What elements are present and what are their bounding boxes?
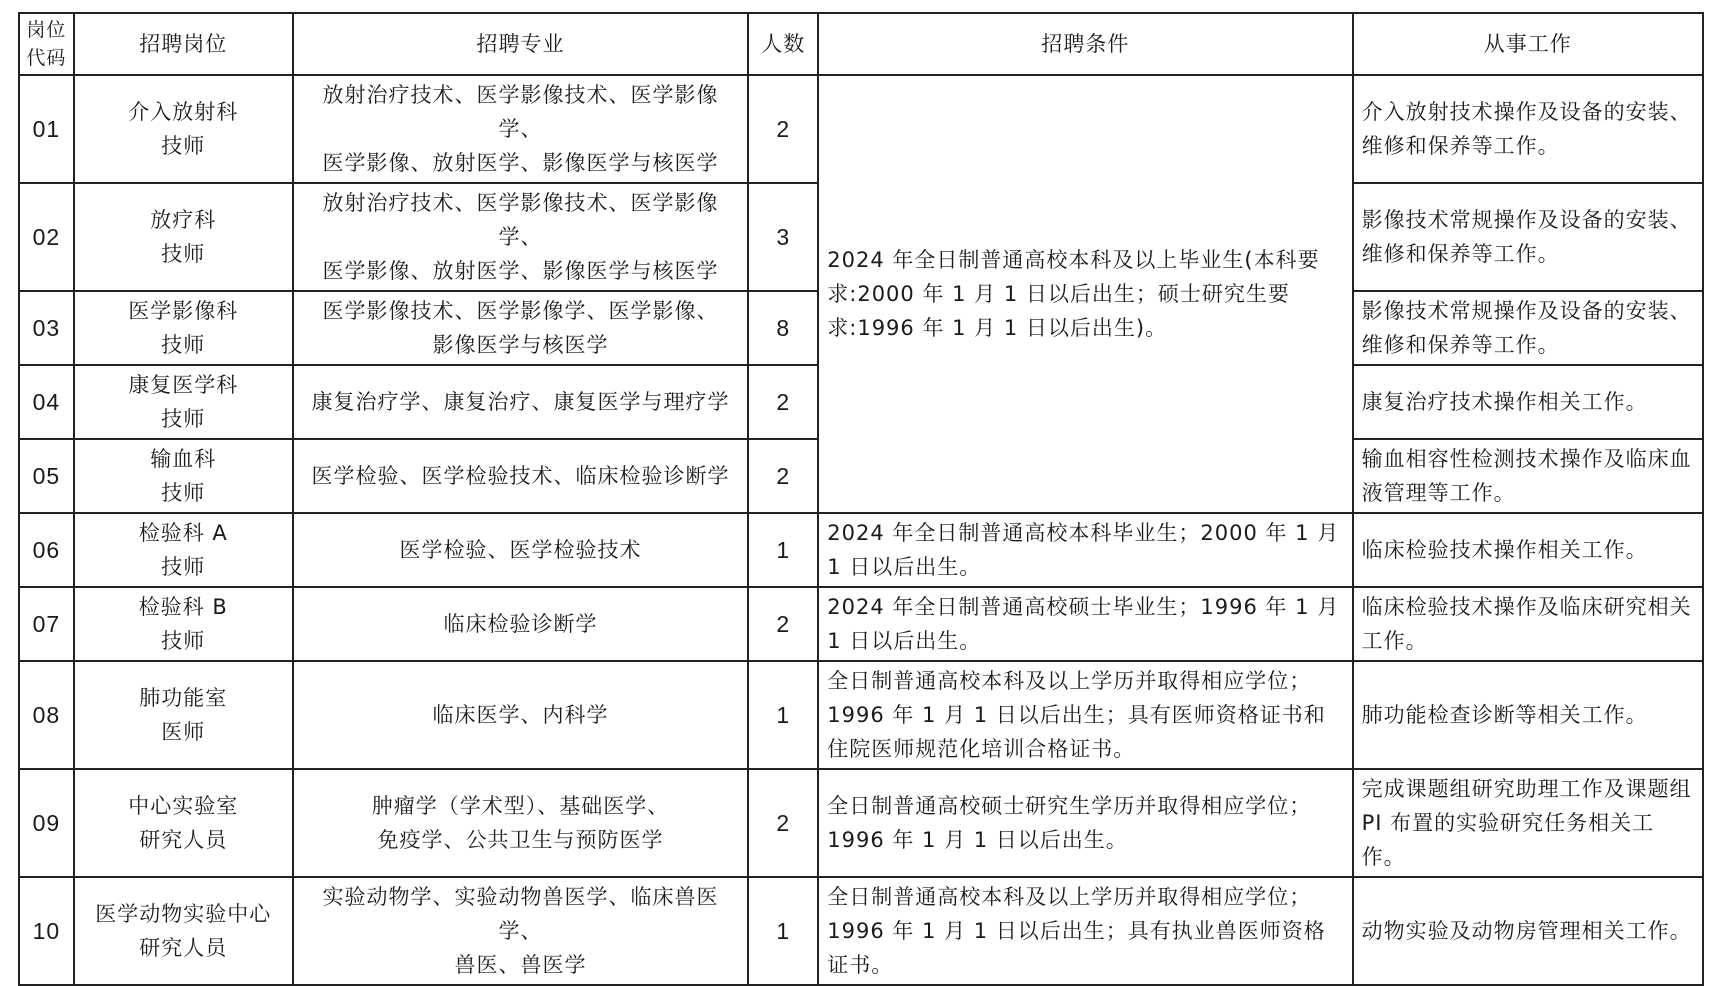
post-major: 临床检验诊断学	[293, 587, 748, 661]
post-condition: 全日制普通高校本科及以上学历并取得相应学位；1996 年 1 月 1 日以后出生；具有执业兽医师资格证书。	[818, 877, 1352, 985]
post-count: 1	[748, 661, 818, 769]
post-name: 医学影像科 技师	[74, 291, 293, 365]
table-row	[19, 769, 1703, 877]
post-condition: 全日制普通高校本科及以上学历并取得相应学位；1996 年 1 月 1 日以后出生；具有医师资格证书和住院医师规范化培训合格证书。	[818, 661, 1352, 769]
post-count: 2	[748, 75, 818, 183]
post-count: 8	[748, 291, 818, 365]
post-name: 放疗科 技师	[74, 183, 293, 291]
post-major: 放射治疗技术、医学影像技术、医学影像学、 医学影像、放射医学、影像医学与核医学	[293, 183, 748, 291]
post-count: 2	[748, 365, 818, 439]
post-code: 09	[19, 769, 74, 877]
post-count: 2	[748, 769, 818, 877]
post-work: 完成课题组研究助理工作及课题组 PI 布置的实验研究任务相关工作。	[1353, 769, 1703, 877]
post-condition: 2024 年全日制普通高校本科毕业生；2000 年 1 月 1 日以后出生。	[818, 513, 1352, 587]
post-major: 实验动物学、实验动物兽医学、临床兽医学、 兽医、兽医学	[293, 877, 748, 985]
table-row	[19, 587, 1703, 661]
post-code: 07	[19, 587, 74, 661]
post-name: 肺功能室 医师	[74, 661, 293, 769]
table-row	[19, 75, 1703, 183]
post-code: 02	[19, 183, 74, 291]
table-row	[19, 513, 1703, 587]
shared-condition: 2024 年全日制普通高校本科及以上毕业生(本科要求:2000 年 1 月 1 日以后出生；硕士研究生要求:1996 年 1 月 1 日以后出生)。	[818, 75, 1352, 513]
header-conditions: 招聘条件	[818, 13, 1352, 75]
header-row	[19, 13, 1703, 75]
post-major: 肿瘤学（学术型）、基础医学、 免疫学、公共卫生与预防医学	[293, 769, 748, 877]
header-work: 从事工作	[1353, 13, 1703, 75]
post-work: 动物实验及动物房管理相关工作。	[1353, 877, 1703, 985]
post-work: 介入放射技术操作及设备的安装、维修和保养等工作。	[1353, 75, 1703, 183]
header-count: 人数	[748, 13, 818, 75]
post-condition: 全日制普通高校硕士研究生学历并取得相应学位；1996 年 1 月 1 日以后出生。	[818, 769, 1352, 877]
post-condition: 2024 年全日制普通高校硕士毕业生；1996 年 1 月 1 日以后出生。	[818, 587, 1352, 661]
table-row	[19, 661, 1703, 769]
post-name: 输血科 技师	[74, 439, 293, 513]
post-work: 康复治疗技术操作相关工作。	[1353, 365, 1703, 439]
post-major: 医学影像技术、医学影像学、医学影像、 影像医学与核医学	[293, 291, 748, 365]
table-row	[19, 877, 1703, 985]
post-major: 临床医学、内科学	[293, 661, 748, 769]
post-count: 2	[748, 587, 818, 661]
recruitment-table	[18, 12, 1704, 986]
post-name: 中心实验室 研究人员	[74, 769, 293, 877]
post-count: 1	[748, 877, 818, 985]
post-code: 05	[19, 439, 74, 513]
post-code: 10	[19, 877, 74, 985]
post-code: 06	[19, 513, 74, 587]
post-count: 3	[748, 183, 818, 291]
post-work: 影像技术常规操作及设备的安装、维修和保养等工作。	[1353, 183, 1703, 291]
post-major: 医学检验、医学检验技术	[293, 513, 748, 587]
post-code: 03	[19, 291, 74, 365]
header-post: 招聘岗位	[74, 13, 293, 75]
post-major: 医学检验、医学检验技术、临床检验诊断学	[293, 439, 748, 513]
post-work: 临床检验技术操作及临床研究相关工作。	[1353, 587, 1703, 661]
header-major: 招聘专业	[293, 13, 748, 75]
post-name: 检验科 B 技师	[74, 587, 293, 661]
post-name: 介入放射科 技师	[74, 75, 293, 183]
post-work: 临床检验技术操作相关工作。	[1353, 513, 1703, 587]
post-count: 1	[748, 513, 818, 587]
recruitment-table-wrapper	[18, 12, 1704, 986]
header-code: 岗位 代码	[19, 13, 74, 75]
post-code: 08	[19, 661, 74, 769]
post-work: 输血相容性检测技术操作及临床血液管理等工作。	[1353, 439, 1703, 513]
post-major: 放射治疗技术、医学影像技术、医学影像学、 医学影像、放射医学、影像医学与核医学	[293, 75, 748, 183]
post-work: 影像技术常规操作及设备的安装、维修和保养等工作。	[1353, 291, 1703, 365]
post-work: 肺功能检查诊断等相关工作。	[1353, 661, 1703, 769]
post-code: 01	[19, 75, 74, 183]
post-count: 2	[748, 439, 818, 513]
post-name: 医学动物实验中心 研究人员	[74, 877, 293, 985]
post-major: 康复治疗学、康复治疗、康复医学与理疗学	[293, 365, 748, 439]
post-name: 检验科 A 技师	[74, 513, 293, 587]
post-name: 康复医学科 技师	[74, 365, 293, 439]
post-code: 04	[19, 365, 74, 439]
